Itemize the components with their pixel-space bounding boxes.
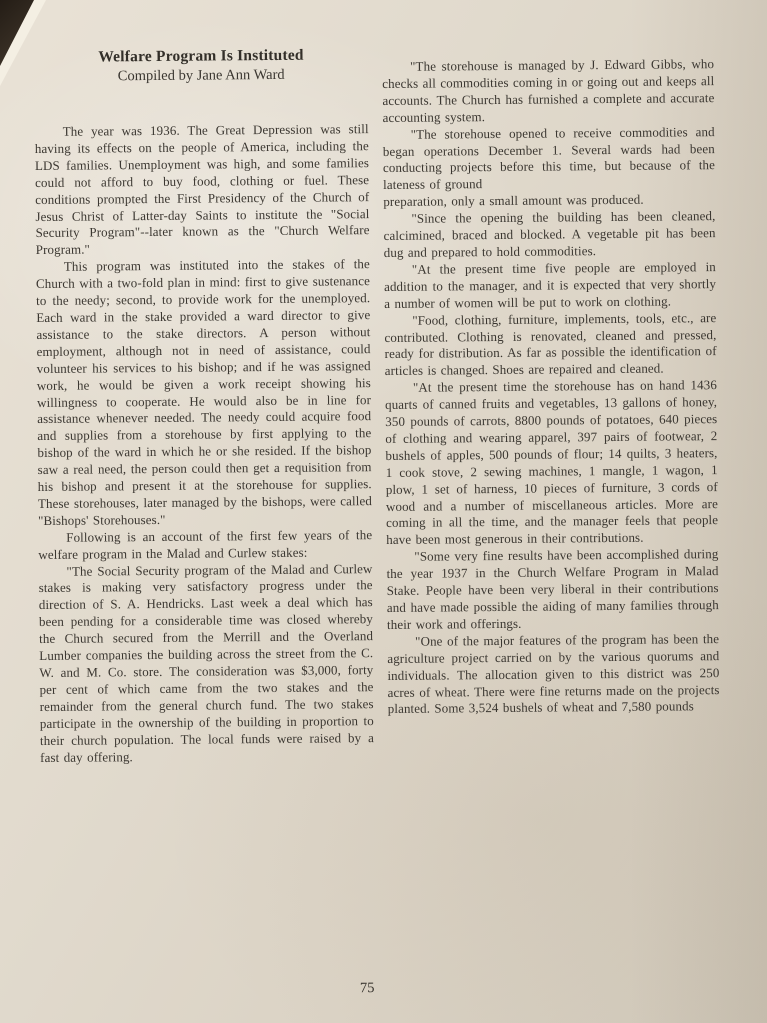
right-column [382,56,720,718]
paragraph-right-2: "The storehouse opened to receive commodities and began operations December 1. Several wards had been conducting projects before this time, but because of the lateness of ground [382,123,716,193]
title-block [34,46,368,86]
paragraph-right-5: "At the present time five people are employed in addition to the manager, and it is expected that very shortly a number of women will be put to work on clothing. [383,258,717,311]
paragraph-right-3: preparation, only a small amount was produced. [383,191,644,210]
paragraph-right-4: "Since the opening the building has been cleaned, calcimined, braced and blocked. A vegetable pit has been dug and prepared to hold commodities. [383,208,716,260]
byline: Compiled by Jane Ann Ward [117,66,285,85]
left-column [35,121,375,766]
paragraph-right-7: "At the present time the storehouse has on hand 1436 quarts of canned fruits and vegetables, 13 gallons of honey, 350 pounds of carrots, 8800 pounds of potatoes, 640 pieces of clothing and wearing apparel, 397 pairs of footwear, 2 bushels of apples, 500 pounds of flour; 14 quilts, 3 heaters, 1 cook stove, 2 sewing machines, 1 mangle, 1 wagon, 1 plow, 1 set of harness, 10 pieces of furniture, 3 cords of wood and a number of miscellaneous articles. More are coming in all the time, and the manager feels that people have been most generous in their contributions. [385,377,719,548]
paragraph-right-9: "One of the major features of the program has been the agriculture project carried on by the various quorums and individuals. The allocation given to this district was 250 acres of wheat. There were fine returns made on the projects planted. Some 3,524 bushels of wheat and 7,580 pounds [387,630,720,717]
paragraph-left-3: Following is an account of the first few years of the welfare program in the Malad and Curlew stakes: [38,526,373,562]
page-title: Welfare Program Is Instituted [98,46,304,66]
paragraph-right-6: "Food, clothing, furniture, implements, tools, etc., are contributed. Clothing is renovated, cleaned and pressed, ready for distribution. As far as possible the identification of articles is changed. Shoes are repaired and cleaned. [384,309,717,379]
paragraph-left-4: "The Social Security program of the Malad and Curlew stakes is making very satisfactory progress under the direction of S. A. Hendricks. Last week a deal which has been pending for a considerable time was closed whereby the Church secured from the Merrill and the Overland Lumber companies the building across the street from the C. W. and M. Co. store. The consideration was $3,000, forty per cent of which came from the two stakes and the remainder from the general church fund. The two stakes participate in the ownership of the building in proportion to their church population. The local funds were raised by a fast day offering. [38,560,375,765]
paragraph-left-2: This program was instituted into the stakes of the Church with a two-fold plan in mind: first to give sustenance to the needy; second, to provide work for the unemployed. Each ward in the stake provided a ward director to give assistance to the stake directors. A person without employment, although not in need of assistance, could volunteer his services to his bishop; and if he was assigned work, he would be given a work receipt showing his willingness to cooperate. He would also be in line for assistance whenever needed. The needy could acquire food and supplies from a storehouse by first applying to the bishop of the ward in which he or she resided. If the bishop saw a real need, the person could then get a requisition from his bishop and present it at the storehouse for supplies. These storehouses, later managed by the bishops, were called "Bishops' Storehouses." [35,256,372,528]
paragraph-left-1: The year was 1936. The Great Depression was still having its effects on the people of America, including the LDS families. Unemployment was high, and some families could not afford to buy food, clothing or fuel. These conditions prompted the First Presidency of the Church of Jesus Christ of Latter-day Saints to institute the "Social Security Program"--later known as the "Church Welfare Program." [34,121,370,258]
paragraph-right-8: "Some very fine results have been accomplished during the year 1937 in the Church Welfare Program in Malad Stake. People have been very liberal in their contributions and have made possible the aiding of many families through their work and offerings. [386,546,719,632]
paragraph-right-1: "The storehouse is managed by J. Edward Gibbs, who checks all commodities coming in or going out and keeps all accounts. The Church has furnished a complete and accurate accounting system. [382,56,715,125]
page-number: 75 [359,980,375,997]
